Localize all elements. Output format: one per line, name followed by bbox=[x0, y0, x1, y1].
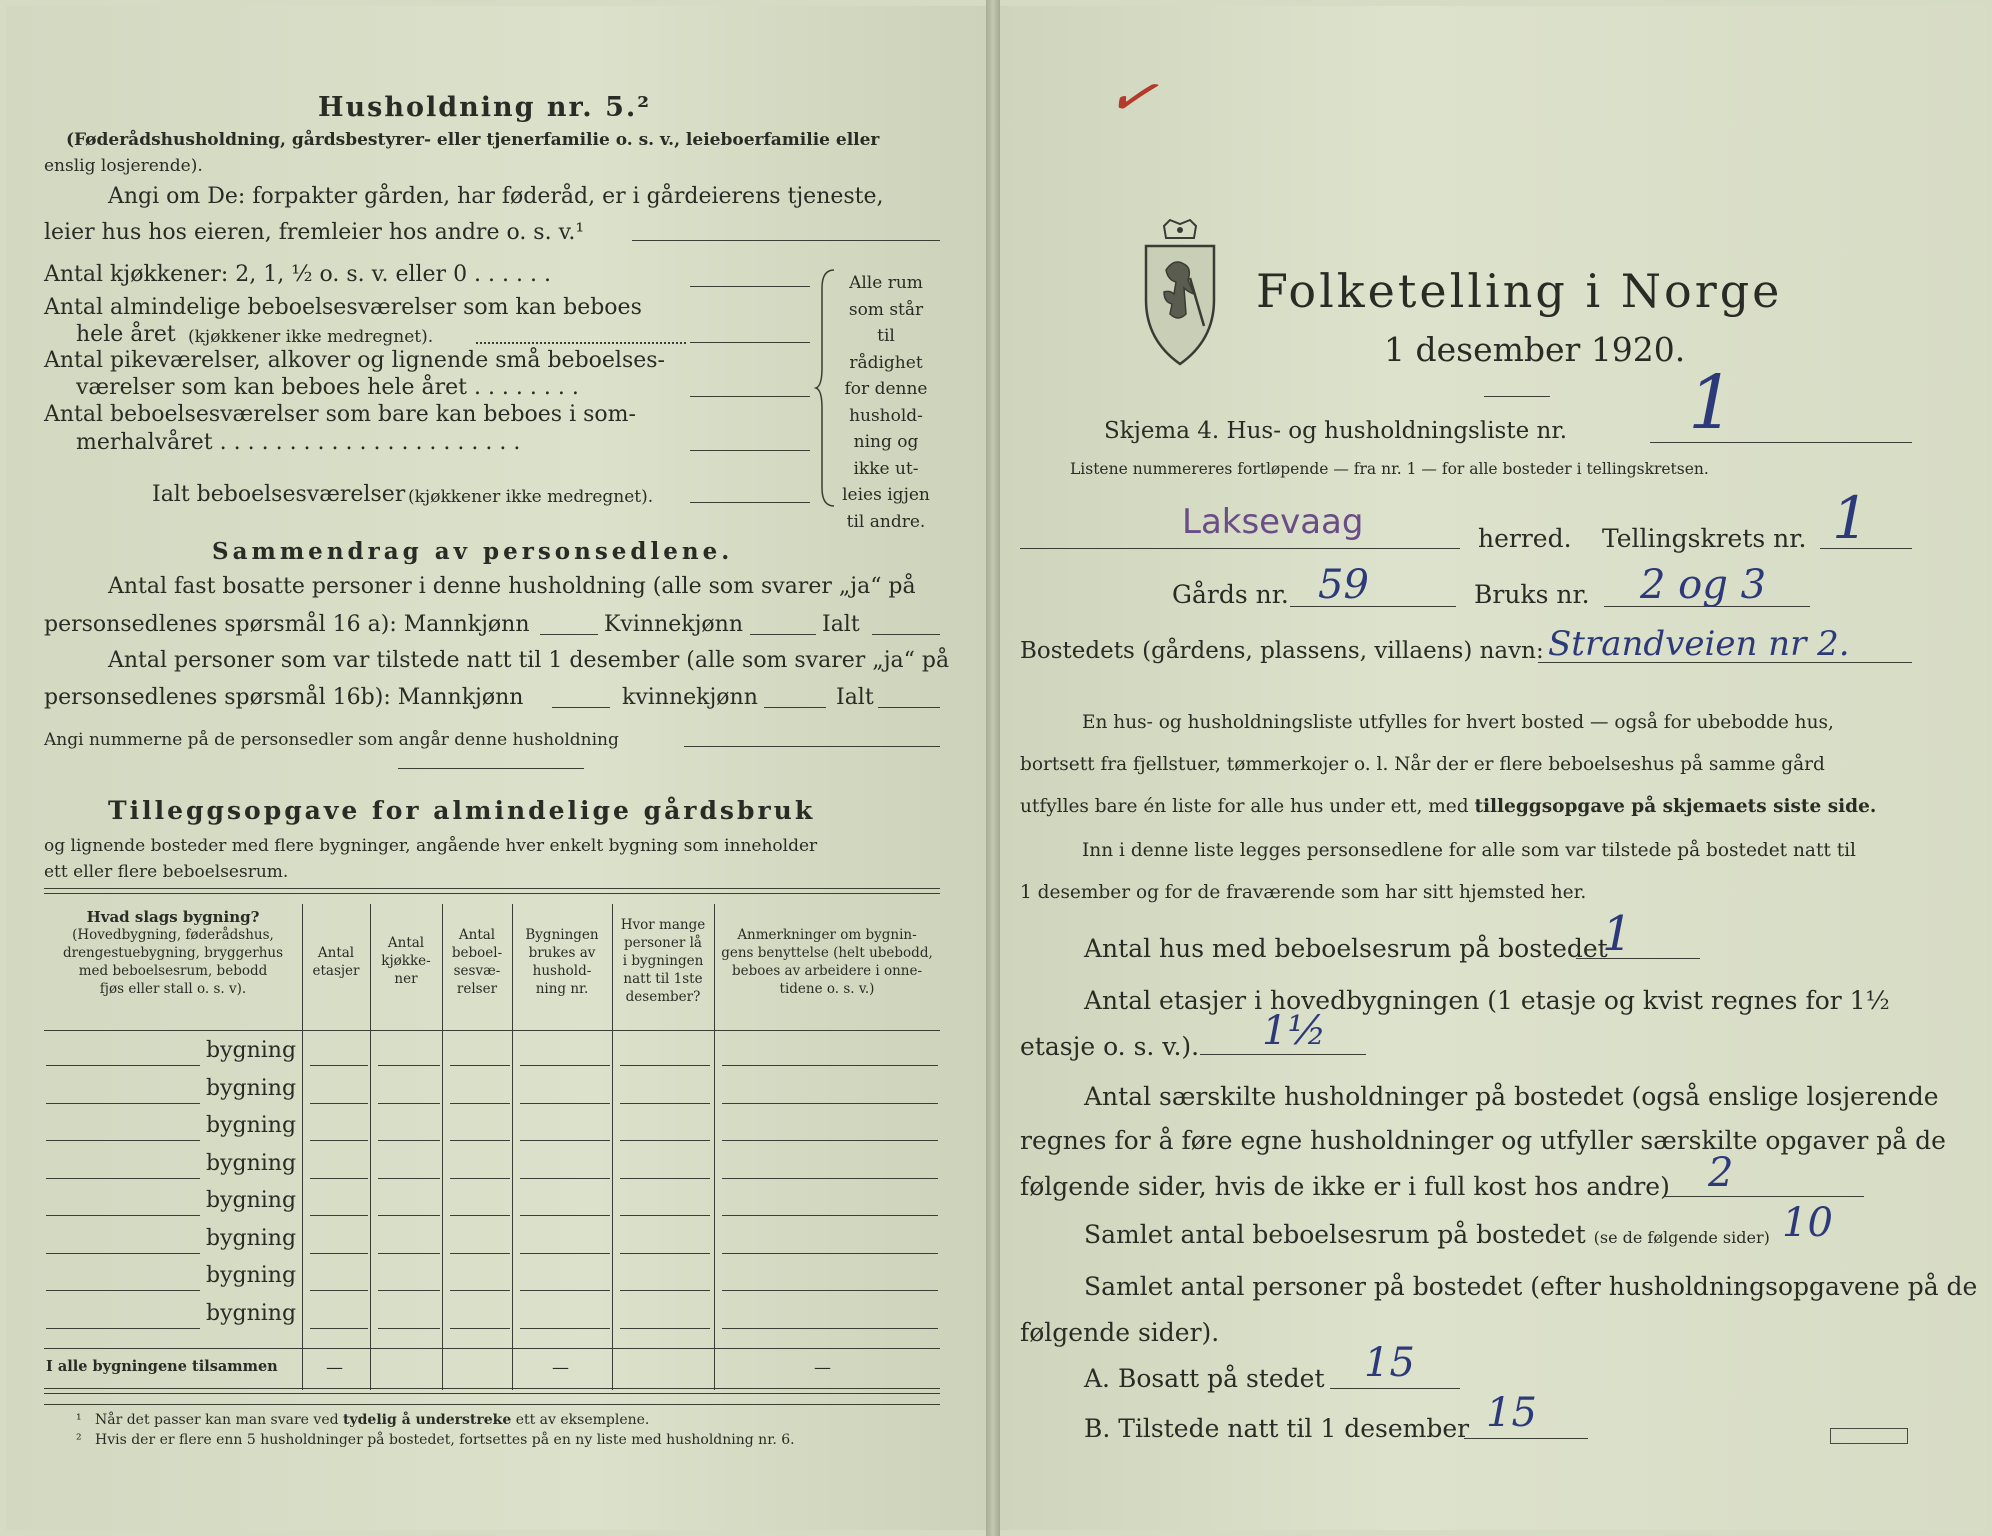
summary-male-line bbox=[540, 634, 598, 635]
row-answer-line bbox=[520, 1215, 610, 1216]
rooms-1-answer-line bbox=[690, 342, 810, 343]
header-line: brukes av bbox=[528, 945, 596, 961]
q-a-label: A. Bosatt på stedet bbox=[1084, 1364, 1325, 1393]
row-answer-line bbox=[722, 1140, 938, 1141]
row-answer-line bbox=[520, 1103, 610, 1104]
row-answer-line bbox=[450, 1215, 510, 1216]
rooms-3-answer-line bbox=[690, 450, 810, 451]
row-answer-line bbox=[46, 1065, 200, 1066]
row-answer-line bbox=[520, 1065, 610, 1066]
rooms-total-small: (kjøkkener ikke medregnet). bbox=[408, 487, 654, 507]
header-line: natt til 1ste bbox=[623, 971, 703, 987]
row-answer-line bbox=[722, 1065, 938, 1066]
building-label: bygning bbox=[206, 1188, 297, 1213]
footnote-1 bbox=[76, 1412, 649, 1428]
row-answer-line bbox=[46, 1178, 200, 1179]
rooms-2-answer-line bbox=[690, 396, 810, 397]
building-label: bygning bbox=[206, 1300, 297, 1326]
table-total-bottom bbox=[44, 1388, 940, 1389]
footnote-2-text: Hvis der er flere enn 5 husholdninger på bostedet, fortsettes på en ny liste med husholdning nr. 6. bbox=[94, 1432, 795, 1448]
q-households-label-2: regnes for å føre egne husholdninger og utfyller særskilte opgaver på de bbox=[1020, 1126, 1946, 1155]
schema-label: Skjema 4. Hus- og husholdningsliste nr. bbox=[1104, 418, 1568, 444]
row-answer-line bbox=[378, 1065, 440, 1066]
header-rooms bbox=[442, 926, 512, 998]
building-label: bygning bbox=[206, 1225, 297, 1251]
header-remarks bbox=[714, 926, 940, 998]
gards-label: Gårds nr. bbox=[1172, 580, 1289, 609]
summary-line-1: Antal fast bosatte personer i denne husholdning (alle som svarer „ja“ på bbox=[108, 574, 916, 599]
row-answer-line bbox=[520, 1290, 610, 1291]
row-answer-line bbox=[46, 1140, 200, 1141]
header-line: desember? bbox=[625, 989, 701, 1005]
header-line: med beboelsesrum, bebodd bbox=[78, 963, 268, 979]
header-line: ner bbox=[394, 971, 418, 987]
bruks-value: 2 og 3 bbox=[1640, 562, 1767, 608]
row-answer-line bbox=[46, 1290, 200, 1291]
total-dash: — bbox=[814, 1358, 831, 1378]
row-answer-line bbox=[310, 1328, 368, 1329]
table-top-line bbox=[44, 888, 940, 889]
rooms-3-label-b: merhalvåret . . . . . . . . . . . . . . . . . . . . . . bbox=[76, 430, 521, 455]
row-answer-line bbox=[722, 1290, 938, 1291]
header-line: gens benyttelse (helt ubebodd, bbox=[721, 945, 933, 961]
ask-answer-line bbox=[632, 240, 940, 241]
side-note bbox=[838, 270, 934, 535]
side-note-line: leies igjen bbox=[842, 485, 930, 505]
row-answer-line bbox=[450, 1065, 510, 1066]
row-answer-line bbox=[378, 1103, 440, 1104]
header-line: beboel- bbox=[451, 945, 503, 961]
summary-total-line bbox=[872, 634, 940, 635]
bruks-label: Bruks nr. bbox=[1474, 580, 1590, 609]
row-answer-line bbox=[310, 1178, 368, 1179]
q-b-label: B. Tilstede natt til 1 desember bbox=[1084, 1414, 1470, 1443]
row-answer-line bbox=[378, 1290, 440, 1291]
title-divider bbox=[1484, 396, 1550, 397]
row-answer-line bbox=[620, 1103, 710, 1104]
row-answer-line bbox=[620, 1178, 710, 1179]
row-answer-line bbox=[46, 1328, 200, 1329]
header-line: hushold- bbox=[532, 963, 592, 979]
row-answer-line bbox=[450, 1103, 510, 1104]
header-line: Hvad slags bygning? bbox=[86, 908, 260, 926]
row-answer-line bbox=[310, 1253, 368, 1254]
summary-present-male-line bbox=[552, 707, 610, 708]
side-note-line: rådighet bbox=[849, 352, 923, 373]
rooms-1-label-a: Antal almindelige beboelsesværelser som kan beboes bbox=[44, 295, 642, 320]
header-household-nr bbox=[512, 926, 612, 998]
herred-answer-line bbox=[1020, 548, 1460, 549]
rooms-1-dots bbox=[476, 342, 686, 344]
list-note: Listene nummereres fortløpende — fra nr. 1 — for alle bosteder i tellingskretsen. bbox=[1070, 460, 1709, 478]
side-note-line: Alle rum bbox=[849, 273, 923, 293]
q-houses-answer-line bbox=[1576, 958, 1700, 959]
header-line: (Hovedbygning, føderådshus, bbox=[72, 927, 274, 943]
row-answer-line bbox=[722, 1178, 938, 1179]
instruction-4: Inn i denne liste legges personsedlene for alle som var tilstede på bostedet natt til bbox=[1082, 840, 1856, 861]
row-answer-line bbox=[310, 1103, 368, 1104]
rooms-2-label-a: Antal pikeværelser, alkover og lignende små beboelses- bbox=[44, 348, 665, 373]
q-persons-label-1: Samlet antal personer på bostedet (efter husholdningsopgavene på de bbox=[1084, 1272, 1978, 1301]
building-label: bygning bbox=[206, 1075, 297, 1101]
summary-line-3: Antal personer som var tilstede natt til 1 desember (alle som svarer „ja“ på bbox=[108, 648, 950, 673]
header-line: tidene o. s. v.) bbox=[779, 981, 875, 997]
q-floors-label-2: etasje o. s. v.). bbox=[1020, 1032, 1200, 1061]
q-houses-label: Antal hus med beboelsesrum på bostedet bbox=[1084, 934, 1608, 963]
row-answer-line bbox=[46, 1253, 200, 1254]
row-answer-line bbox=[310, 1215, 368, 1216]
q-b-answer-line bbox=[1464, 1438, 1588, 1439]
row-answer-line bbox=[378, 1253, 440, 1254]
side-note-line: for denne bbox=[844, 379, 928, 399]
row-answer-line bbox=[722, 1103, 938, 1104]
header-line: fjøs eller stall o. s. v). bbox=[99, 981, 247, 997]
header-line: i bygningen bbox=[622, 953, 704, 969]
extra-subtitle-2: ett eller flere beboelsesrum. bbox=[44, 862, 289, 882]
household-subtitle-1: (Føderådshusholdning, gårdsbestyrer- eller tjenerfamilie o. s. v., leieboerfamilie eller bbox=[66, 130, 880, 150]
q-rooms-value: 10 bbox=[1782, 1200, 1833, 1246]
side-note-line: ning og bbox=[853, 432, 919, 452]
household-title: Husholdning nr. 5.² bbox=[318, 92, 652, 123]
side-note-line: til andre. bbox=[846, 511, 926, 532]
summary-title: Sammendrag av personsedlene. bbox=[212, 538, 734, 565]
header-line: Antal bbox=[387, 935, 425, 951]
row-answer-line bbox=[450, 1328, 510, 1329]
table-header-bottom bbox=[44, 1030, 940, 1031]
footnote-2 bbox=[76, 1432, 795, 1448]
herred-value: Laksevaag bbox=[1182, 502, 1364, 542]
side-note-line: hushold- bbox=[849, 405, 923, 426]
row-answer-line bbox=[620, 1065, 710, 1066]
schema-value: 1 bbox=[1688, 360, 1736, 446]
table-total-top bbox=[44, 1348, 940, 1349]
header-line: beboes av arbeidere i onne- bbox=[731, 963, 923, 979]
q-households-answer-line bbox=[1664, 1196, 1864, 1197]
row-answer-line bbox=[378, 1140, 440, 1141]
building-label: bygning bbox=[206, 1038, 297, 1063]
row-answer-line bbox=[378, 1328, 440, 1329]
instruction-3 bbox=[1020, 796, 1876, 817]
header-line: Antal bbox=[317, 945, 355, 961]
table-top-line-2 bbox=[44, 893, 940, 894]
side-note-line: som står til bbox=[848, 299, 924, 346]
row-answer-line bbox=[620, 1328, 710, 1329]
kitchens-label: Antal kjøkkener: 2, 1, ½ o. s. v. eller 0 . . . . . . bbox=[44, 262, 551, 287]
q-households-label-1: Antal særskilte husholdninger på bostedet (også enslige losjerende bbox=[1084, 1082, 1939, 1111]
building-label: bygning bbox=[206, 1263, 297, 1288]
row-answer-line bbox=[378, 1178, 440, 1179]
herred-label: herred. bbox=[1478, 524, 1572, 553]
summary-female-line bbox=[750, 634, 816, 635]
page-fold bbox=[986, 0, 1000, 1536]
summary-present-total-line bbox=[878, 707, 940, 708]
total-row-label: I alle bygningene tilsammen bbox=[46, 1358, 278, 1375]
ask-line-1: Angi om De: forpakter gården, har føderåd, er i gårdeierens tjeneste, bbox=[108, 184, 884, 209]
summary-numbers-line bbox=[684, 746, 940, 747]
row-answer-line bbox=[46, 1103, 200, 1104]
row-answer-line bbox=[620, 1253, 710, 1254]
summary-present-female-line bbox=[764, 707, 826, 708]
header-line: kjøkke- bbox=[381, 953, 431, 969]
row-answer-line bbox=[310, 1290, 368, 1291]
q-households-value: 2 bbox=[1708, 1150, 1734, 1196]
krets-label: Tellingskrets nr. bbox=[1602, 524, 1807, 553]
form-title: Folketelling i Norge bbox=[1256, 264, 1783, 318]
row-answer-line bbox=[450, 1178, 510, 1179]
row-answer-line bbox=[450, 1140, 510, 1141]
summary-line-4a: personsedlenes spørsmål 16b): Mannkjønn bbox=[44, 685, 524, 710]
header-persons bbox=[612, 916, 714, 1006]
footnote-marker: ¹ bbox=[76, 1412, 82, 1428]
header-line: personer lå bbox=[624, 935, 702, 951]
summary-line-2b: Kvinnekjønn bbox=[604, 612, 743, 637]
q-floors-answer-line bbox=[1200, 1054, 1366, 1055]
footnote-1b: tydelig å understreke bbox=[343, 1412, 512, 1428]
q-floors-label-1: Antal etasjer i hovedbygningen (1 etasje og kvist regnes for 1½ bbox=[1084, 986, 1890, 1015]
header-line: Hvor mange bbox=[620, 917, 706, 933]
form-date: 1 desember 1920. bbox=[1384, 330, 1686, 369]
total-dash: — bbox=[326, 1358, 343, 1378]
footnote-1a: Når det passer kan man svare ved bbox=[94, 1412, 339, 1428]
instruction-3a: utfylles bare én liste for alle hus under ett, med bbox=[1020, 796, 1469, 817]
row-answer-line bbox=[722, 1215, 938, 1216]
extra-subtitle-1: og lignende bosteder med flere bygninger, angående hver enkelt bygning som inneholder bbox=[44, 836, 818, 856]
ask-line-2: leier hus hos eieren, fremleier hos andre o. s. v.¹ bbox=[44, 220, 585, 245]
q-persons-label-2: følgende sider). bbox=[1020, 1318, 1220, 1347]
row-answer-line bbox=[310, 1140, 368, 1141]
bosted-label: Bostedets (gårdens, plassens, villaens) navn: bbox=[1020, 638, 1544, 664]
q-households-label-3: følgende sider, hvis de ikke er i full kost hos andre) bbox=[1020, 1172, 1670, 1201]
gards-value: 59 bbox=[1318, 562, 1369, 608]
row-answer-line bbox=[620, 1215, 710, 1216]
rooms-total-answer-line bbox=[690, 502, 810, 503]
side-note-line: ikke ut- bbox=[853, 458, 919, 479]
row-answer-line bbox=[378, 1215, 440, 1216]
header-building-type bbox=[44, 908, 302, 998]
instruction-5: 1 desember og for de fraværende som har sitt hjemsted her. bbox=[1020, 882, 1587, 903]
rooms-1-label-small: (kjøkkener ikke medregnet). bbox=[188, 327, 434, 347]
row-answer-line bbox=[620, 1140, 710, 1141]
printer-stamp bbox=[1830, 1428, 1908, 1444]
building-label: bygning bbox=[206, 1150, 297, 1176]
header-line: Anmerkninger om bygnin- bbox=[737, 927, 917, 943]
summary-line-5: Angi nummerne på de personsedler som angår denne husholdning bbox=[44, 730, 619, 750]
row-answer-line bbox=[520, 1253, 610, 1254]
row-answer-line bbox=[310, 1065, 368, 1066]
q-floors-value: 1½ bbox=[1262, 1008, 1327, 1054]
side-brace bbox=[814, 268, 838, 508]
section-divider bbox=[398, 768, 584, 769]
household-subtitle-2: enslig losjerende). bbox=[44, 156, 203, 176]
row-answer-line bbox=[520, 1328, 610, 1329]
summary-line-2a: personsedlenes spørsmål 16 a): Mannkjønn bbox=[44, 612, 530, 637]
summary-line-4c: Ialt bbox=[836, 685, 874, 710]
row-answer-line bbox=[450, 1290, 510, 1291]
q-rooms-text: Samlet antal beboelsesrum på bostedet bbox=[1084, 1220, 1586, 1249]
header-kitchens bbox=[370, 934, 442, 988]
kitchens-answer-line bbox=[690, 286, 810, 287]
rooms-3-label-a: Antal beboelsesværelser som bare kan beboes i som- bbox=[44, 402, 636, 427]
header-line: ning nr. bbox=[535, 981, 589, 997]
table-total-bottom-2 bbox=[44, 1393, 940, 1394]
instruction-1: En hus- og husholdningsliste utfylles for hvert bosted — også for ubebodde hus, bbox=[1082, 712, 1834, 733]
summary-line-2c: Ialt bbox=[822, 612, 860, 637]
total-dash: — bbox=[552, 1358, 569, 1378]
row-answer-line bbox=[520, 1178, 610, 1179]
header-line: drengestuebygning, bryggerhus bbox=[62, 945, 284, 961]
building-label: bygning bbox=[206, 1113, 297, 1138]
header-line: Antal bbox=[458, 927, 496, 943]
rooms-1-label-b: hele året bbox=[76, 322, 176, 347]
header-floors bbox=[302, 944, 370, 980]
summary-line-4b: kvinnekjønn bbox=[622, 685, 758, 710]
header-line: Bygningen bbox=[525, 927, 599, 943]
q-rooms-small: (se de følgende sider) bbox=[1593, 1228, 1770, 1247]
header-line: relser bbox=[456, 981, 498, 997]
footnote-divider bbox=[44, 1404, 940, 1405]
rooms-2-label-b: værelser som kan beboes hele året . . . . . . . . bbox=[76, 375, 579, 400]
q-b-value: 15 bbox=[1486, 1390, 1537, 1436]
row-answer-line bbox=[620, 1290, 710, 1291]
row-answer-line bbox=[722, 1253, 938, 1254]
row-answer-line bbox=[46, 1215, 200, 1216]
row-answer-line bbox=[450, 1253, 510, 1254]
row-answer-line bbox=[520, 1140, 610, 1141]
gards-answer-line bbox=[1290, 606, 1456, 607]
q-rooms-label bbox=[1084, 1220, 1770, 1249]
footnote-marker: ² bbox=[76, 1432, 82, 1448]
header-line: sesvæ- bbox=[453, 963, 501, 979]
coat-of-arms-icon bbox=[1134, 218, 1226, 368]
extra-title: Tilleggsopgave for almindelige gårdsbruk bbox=[108, 796, 816, 825]
instruction-3b: tilleggsopgave på skjemaets siste side. bbox=[1474, 796, 1877, 817]
bosted-value: Strandveien nr 2. bbox=[1548, 624, 1850, 664]
instruction-2: bortsett fra fjellstuer, tømmerkojer o. l. Når der er flere beboelseshus på samme gård bbox=[1020, 754, 1825, 775]
q-a-answer-line bbox=[1330, 1388, 1460, 1389]
q-a-value: 15 bbox=[1364, 1340, 1415, 1386]
row-answer-line bbox=[722, 1328, 938, 1329]
check-mark: ✓ bbox=[1101, 57, 1164, 135]
rooms-total-label: Ialt beboelsesværelser bbox=[152, 482, 406, 507]
header-line: etasjer bbox=[312, 963, 360, 979]
footnote-1c: ett av eksemplene. bbox=[515, 1412, 650, 1428]
krets-value: 1 bbox=[1832, 484, 1869, 552]
q-houses-value: 1 bbox=[1602, 906, 1633, 962]
